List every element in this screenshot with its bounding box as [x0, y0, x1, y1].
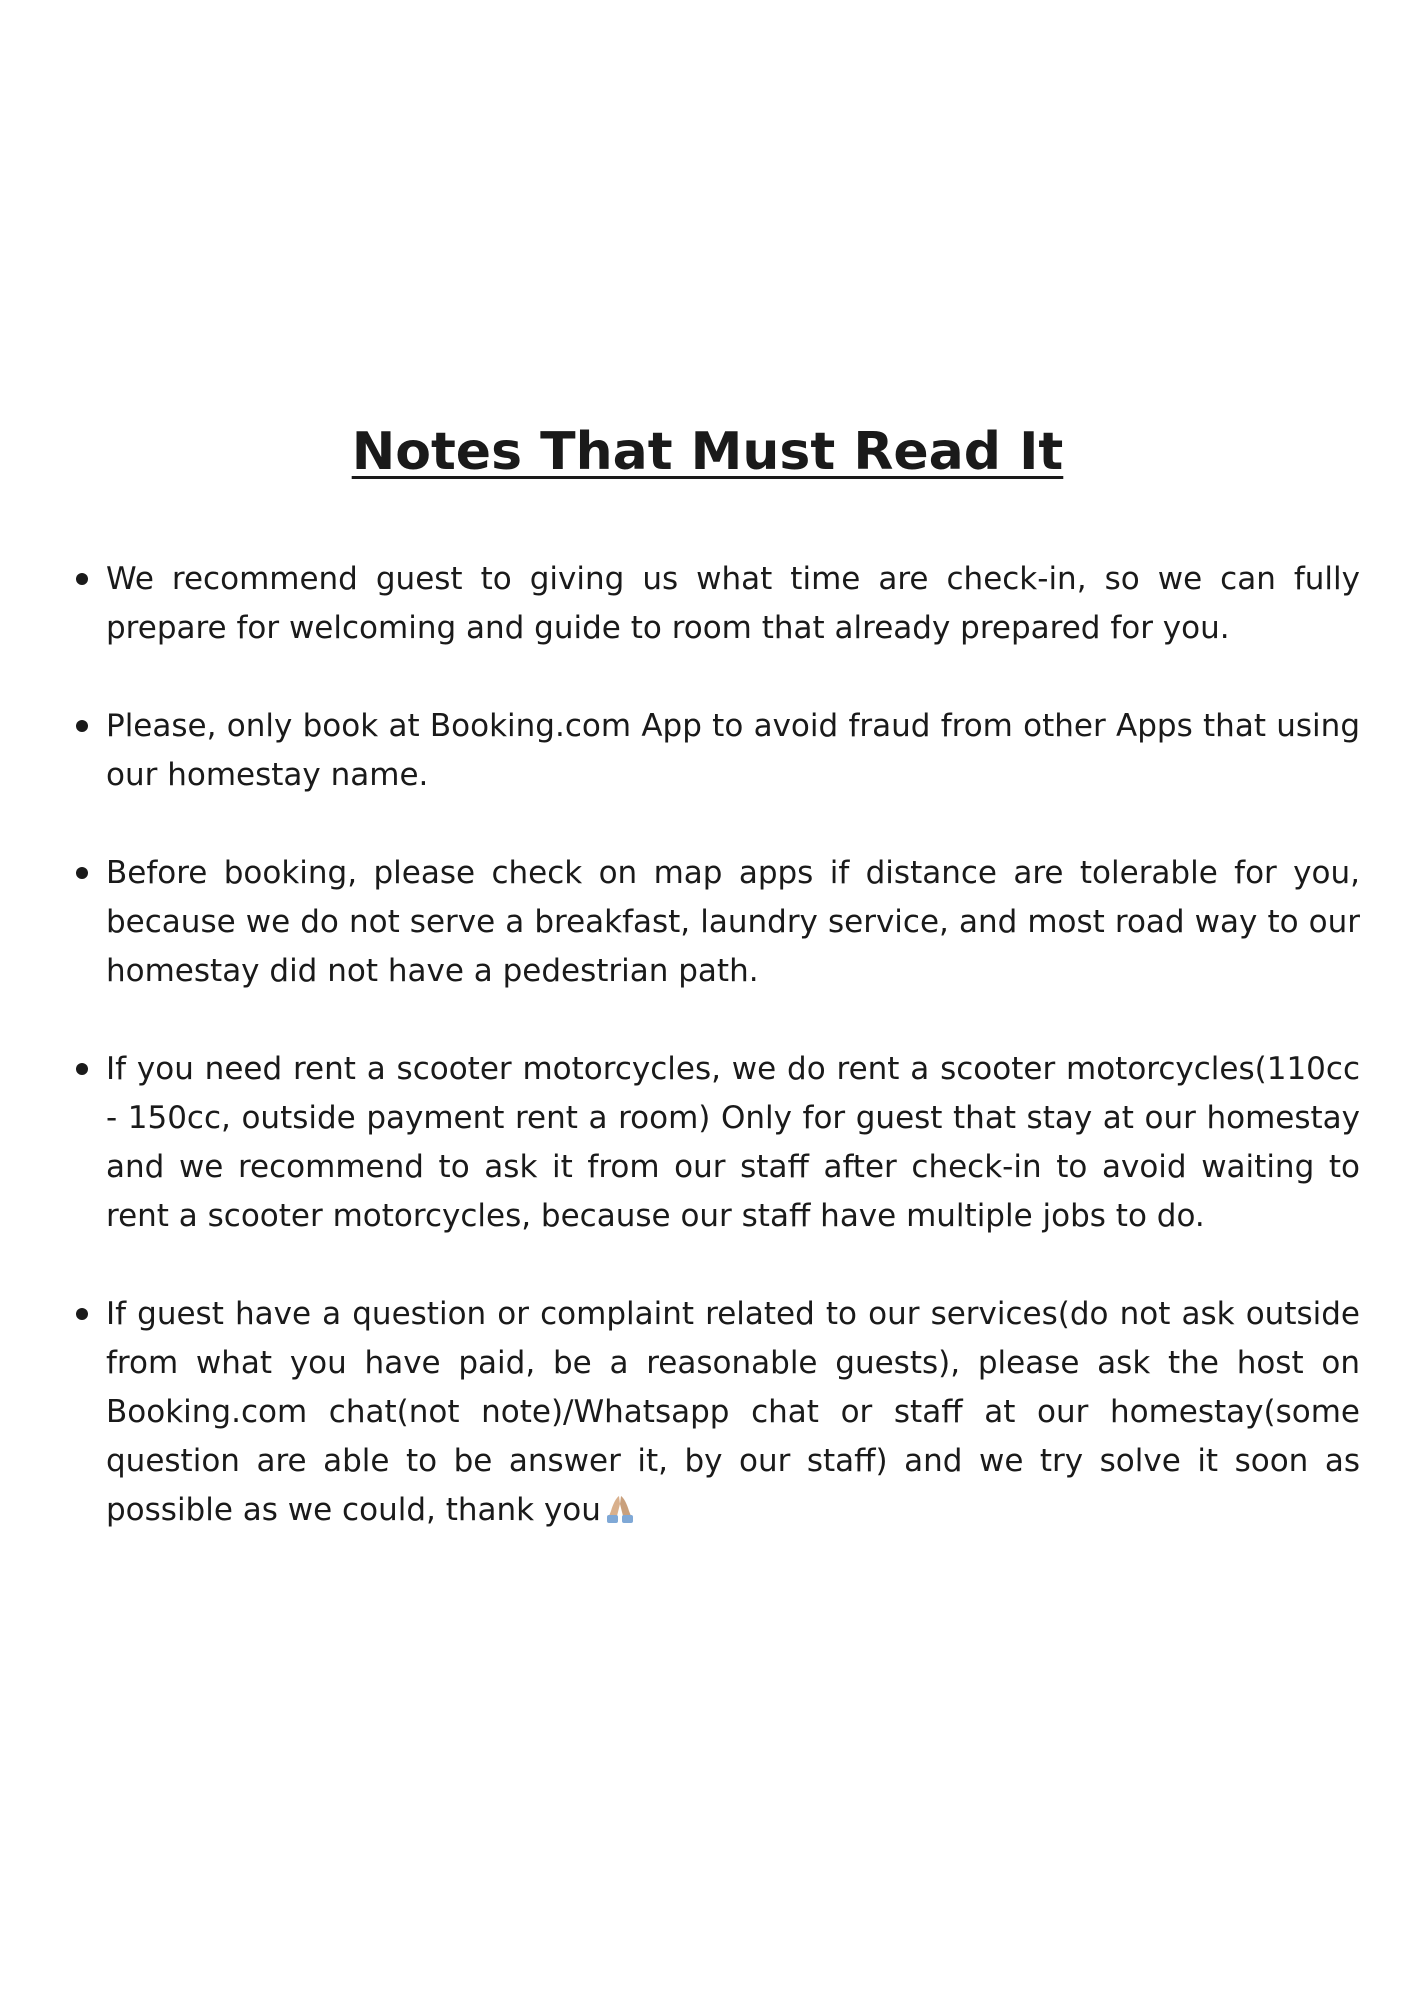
- page-title-text: Notes That Must Read It: [351, 422, 1064, 482]
- note-text: We recommend guest to giving us what time are check-in, so we can fully prepare for welcoming and guide to room that already prepared for you.: [106, 561, 1360, 646]
- note-item-checkin: [70, 555, 1360, 653]
- note-text: Before booking, please check on map apps if distance are tolerable for you, because we do not serve a breakfast, laundry service, and most road way to our homestay did not have a pedestrian path.: [106, 855, 1360, 989]
- folded-hands-icon: [603, 1490, 637, 1520]
- bullet-icon: [76, 720, 88, 732]
- note-item-distance: [70, 849, 1360, 996]
- note-item-booking: [70, 702, 1360, 800]
- note-text: If guest have a question or complaint related to our services(do not ask outside from what you have paid, be a reasonable guests), please ask the host on Booking.com chat(not note)/Whatsapp chat or staff at our homestay(some question are able to be answer it, by our staff) and we try solve it soon as possible as we could, thank you: [106, 1296, 1360, 1528]
- note-item-scooter: [70, 1045, 1360, 1241]
- bullet-icon: [76, 867, 88, 879]
- page-title: [0, 418, 1415, 486]
- note-item-questions: [70, 1290, 1360, 1535]
- note-text: If you need rent a scooter motorcycles, we do rent a scooter motorcycles(110cc - 150cc, outside payment rent a room) Only for guest that stay at our homestay and we recommend to ask it from our staff after check-in to avoid waiting to rent a scooter motorcycles, because our staff have multiple jobs to do.: [106, 1051, 1360, 1234]
- note-text: Please, only book at Booking.com App to avoid fraud from other Apps that using our homestay name.: [106, 708, 1360, 793]
- bullet-icon: [76, 1063, 88, 1075]
- notes-list: [70, 555, 1360, 1584]
- bullet-icon: [76, 573, 88, 585]
- bullet-icon: [76, 1308, 88, 1320]
